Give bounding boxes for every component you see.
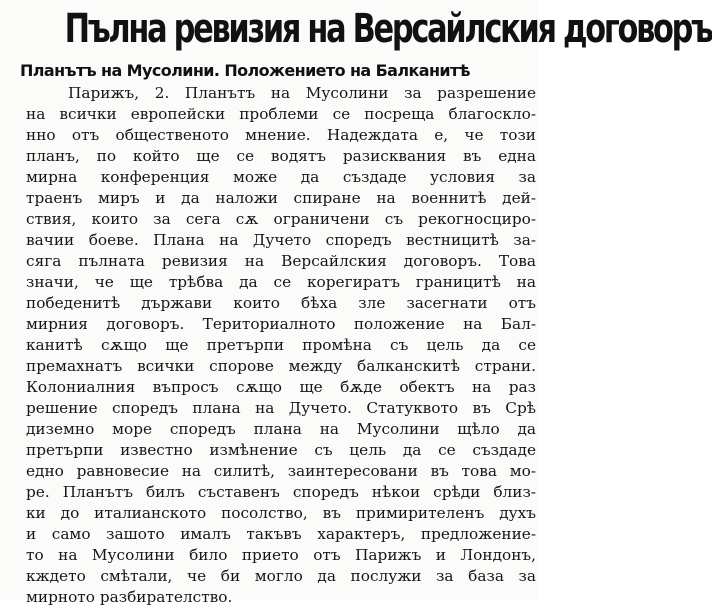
subheading: Планътъ на Мусолини. Положението на Балканитѣ — [20, 61, 470, 80]
article-line: на всички европейски проблеми се посреща благоскло- — [26, 105, 536, 123]
article-line: претърпи известно измѣнение съ цель да се създаде — [26, 441, 536, 459]
article-line: мирното разбирателство. — [26, 588, 233, 606]
article-line: значи, че ще трѣбва да се корегиратъ границитѣ на — [26, 273, 536, 291]
headline: Пълна ревизия на Версайлския договоръ — [64, 6, 712, 52]
article-line: канитѣ сѫщо ще претърпи промѣна съ цель да се — [26, 336, 536, 354]
article-line: траенъ миръ и да наложи спиране на военнитѣ дей- — [26, 189, 536, 207]
article-line: диземно море споредъ плана на Мусолини щѣло да — [26, 420, 536, 438]
article-line: мирна конференция може да създаде условия за — [26, 168, 536, 186]
article-line: премахнатъ всички спорове между балканскитѣ страни. — [26, 357, 536, 375]
article-line: мирния договоръ. Териториалното положение на Бал- — [26, 315, 536, 333]
article-line: ки до италианското посолство, въ примирителенъ духъ — [26, 504, 536, 522]
article-line: и само зашото ималъ такъвъ характеръ, предложение- — [26, 525, 536, 543]
article-line: планъ, по който ще се водятъ разисквания въ една — [26, 147, 536, 165]
article-line: сяга пълната ревизия на Версайлския договоръ. Това — [26, 252, 536, 270]
article-line: кждето смѣтали, че би могло да послужи за база за — [26, 567, 536, 585]
article-line: нно отъ общественото мнение. Надеждата е, че този — [26, 126, 536, 144]
article-line: вачии боеве. Плана на Дучето споредъ вестницитѣ за- — [26, 231, 536, 249]
article-line: ствия, които за сега сѫ ограничени съ рекогносциро- — [26, 210, 536, 228]
article-line: победенитѣ държави които бѣха зле засегнати отъ — [26, 294, 536, 312]
article-line: решение споредъ плана на Дучето. Статуквото въ Срѣ — [26, 399, 536, 417]
article-line: ре. Планътъ билъ съставенъ споредъ нѣкои срѣди близ- — [26, 483, 536, 501]
article-line: то на Мусолини било прието отъ Парижъ и Лондонъ, — [26, 546, 536, 564]
article-line: Парижъ, 2. Планътъ на Мусолини за разрешение — [68, 84, 536, 102]
article-body — [26, 83, 536, 608]
article-line: едно равновесие на силитѣ, заинтересовани въ това мо- — [26, 462, 536, 480]
article-line: Колониалния въпросъ сѫщо ще бѫде обектъ на раз — [26, 378, 536, 396]
